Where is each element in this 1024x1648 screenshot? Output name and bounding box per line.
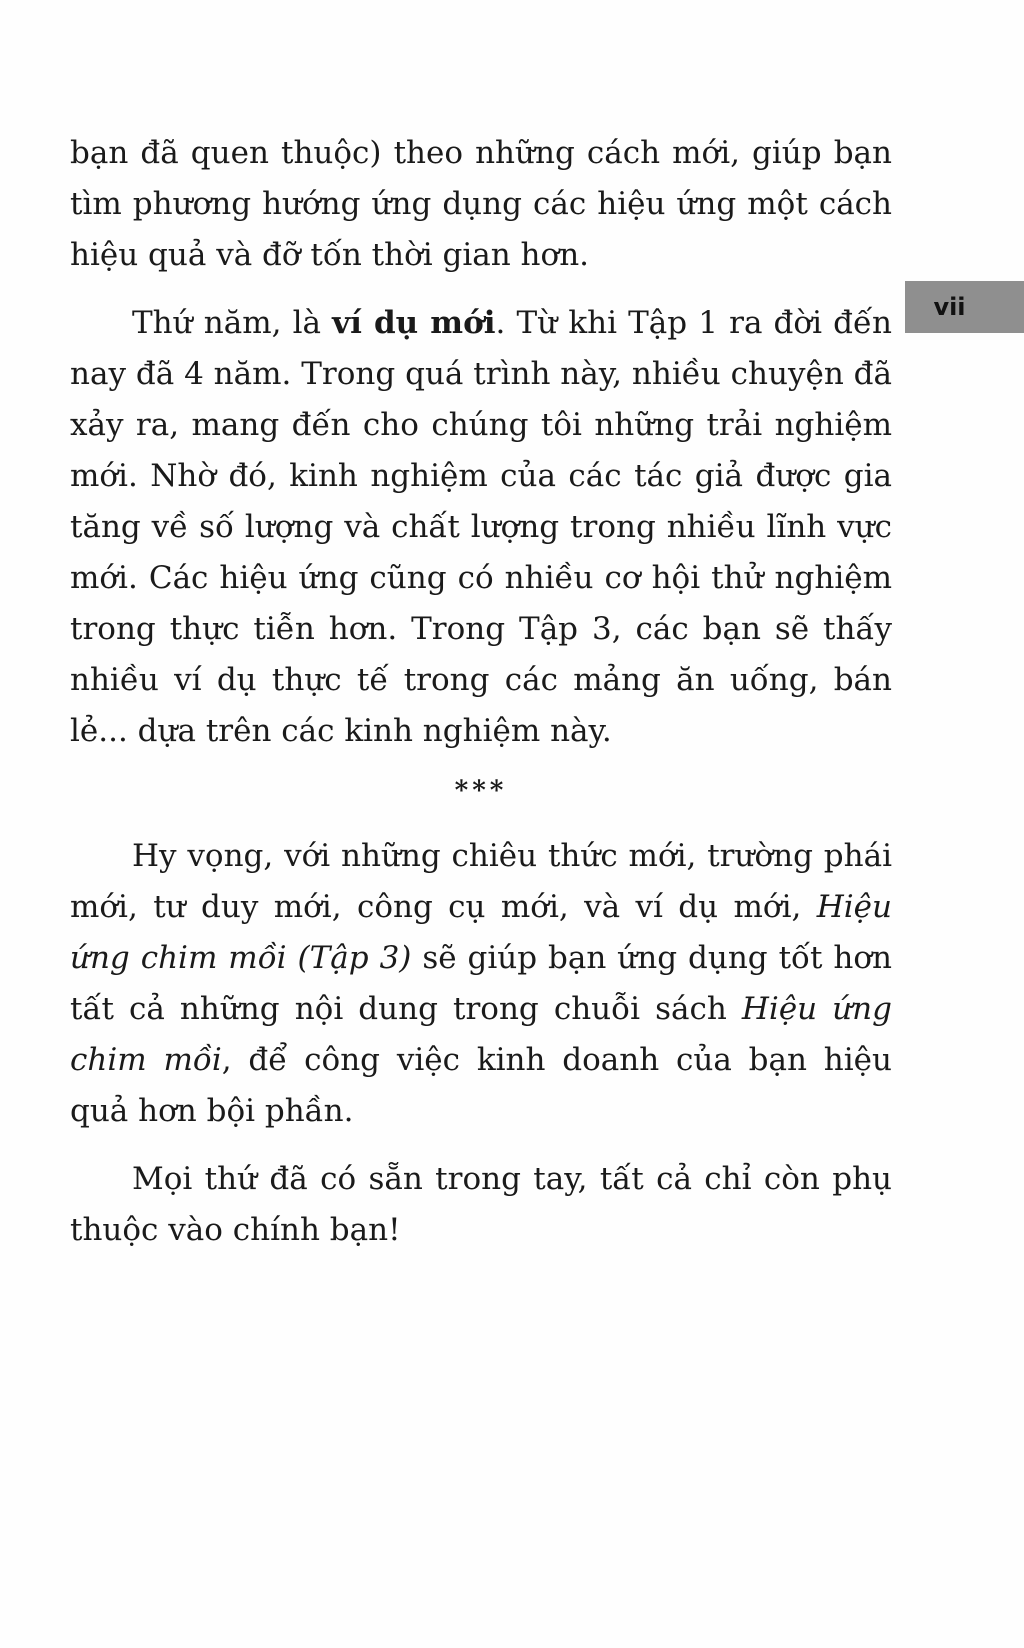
page-number-tab [905, 281, 1024, 333]
paragraph-2-bold: ví dụ mới [332, 305, 496, 341]
paragraph-2 [70, 298, 892, 757]
page-number: vii [933, 293, 966, 321]
paragraph-3-end: , để công việc kinh doanh của bạn hiệu quả hơn bội phần. [70, 1042, 892, 1129]
book-title-italic-1: Hiệu ứng chim mồi (Tập 3) [70, 889, 892, 976]
paragraph-3-middle: sẽ giúp bạn ứng dụng tốt hơn tất cả những nội dung trong chuỗi sách [70, 940, 892, 1027]
paragraph-2-start: Thứ năm, là [132, 305, 333, 341]
paragraph-4: Mọi thứ đã có sẵn trong tay, tất cả chỉ còn phụ thuộc vào chính bạn! [70, 1161, 892, 1248]
paragraph-2-rest: . Từ khi Tập 1 ra đời đến nay đã 4 năm. Trong quá trình này, nhiều chuyện đã xảy ra, mang đến cho chúng tôi những trải nghiệm mới. Nhờ đó, kinh nghiệm của các tác giả được gia tăng về số lượng và chất lượng trong nhiều lĩnh vực mới. Các hiệu ứng cũng có nhiều cơ hội thử nghiệm trong thực tiễn hơn. Trong Tập 3, các bạn sẽ thấy nhiều ví dụ thực tế trong các mảng ăn uống, bán lẻ... dựa trên các kinh nghiệm này. [70, 305, 893, 749]
paragraph-3 [70, 831, 892, 1137]
paragraph-3-start: Hy vọng, với những chiêu thức mới, trường phái mới, tư duy mới, công cụ mới, và ví dụ mới, [70, 838, 892, 925]
book-title-italic-2: Hiệu ứng chim mồi [70, 991, 892, 1078]
section-separator: *** [454, 776, 508, 806]
paragraph-1: bạn đã quen thuộc) theo những cách mới, giúp bạn tìm phương hướng ứng dụng các hiệu ứng một cách hiệu quả và đỡ tốn thời gian hơn. [70, 135, 892, 273]
body-text [70, 128, 892, 1256]
